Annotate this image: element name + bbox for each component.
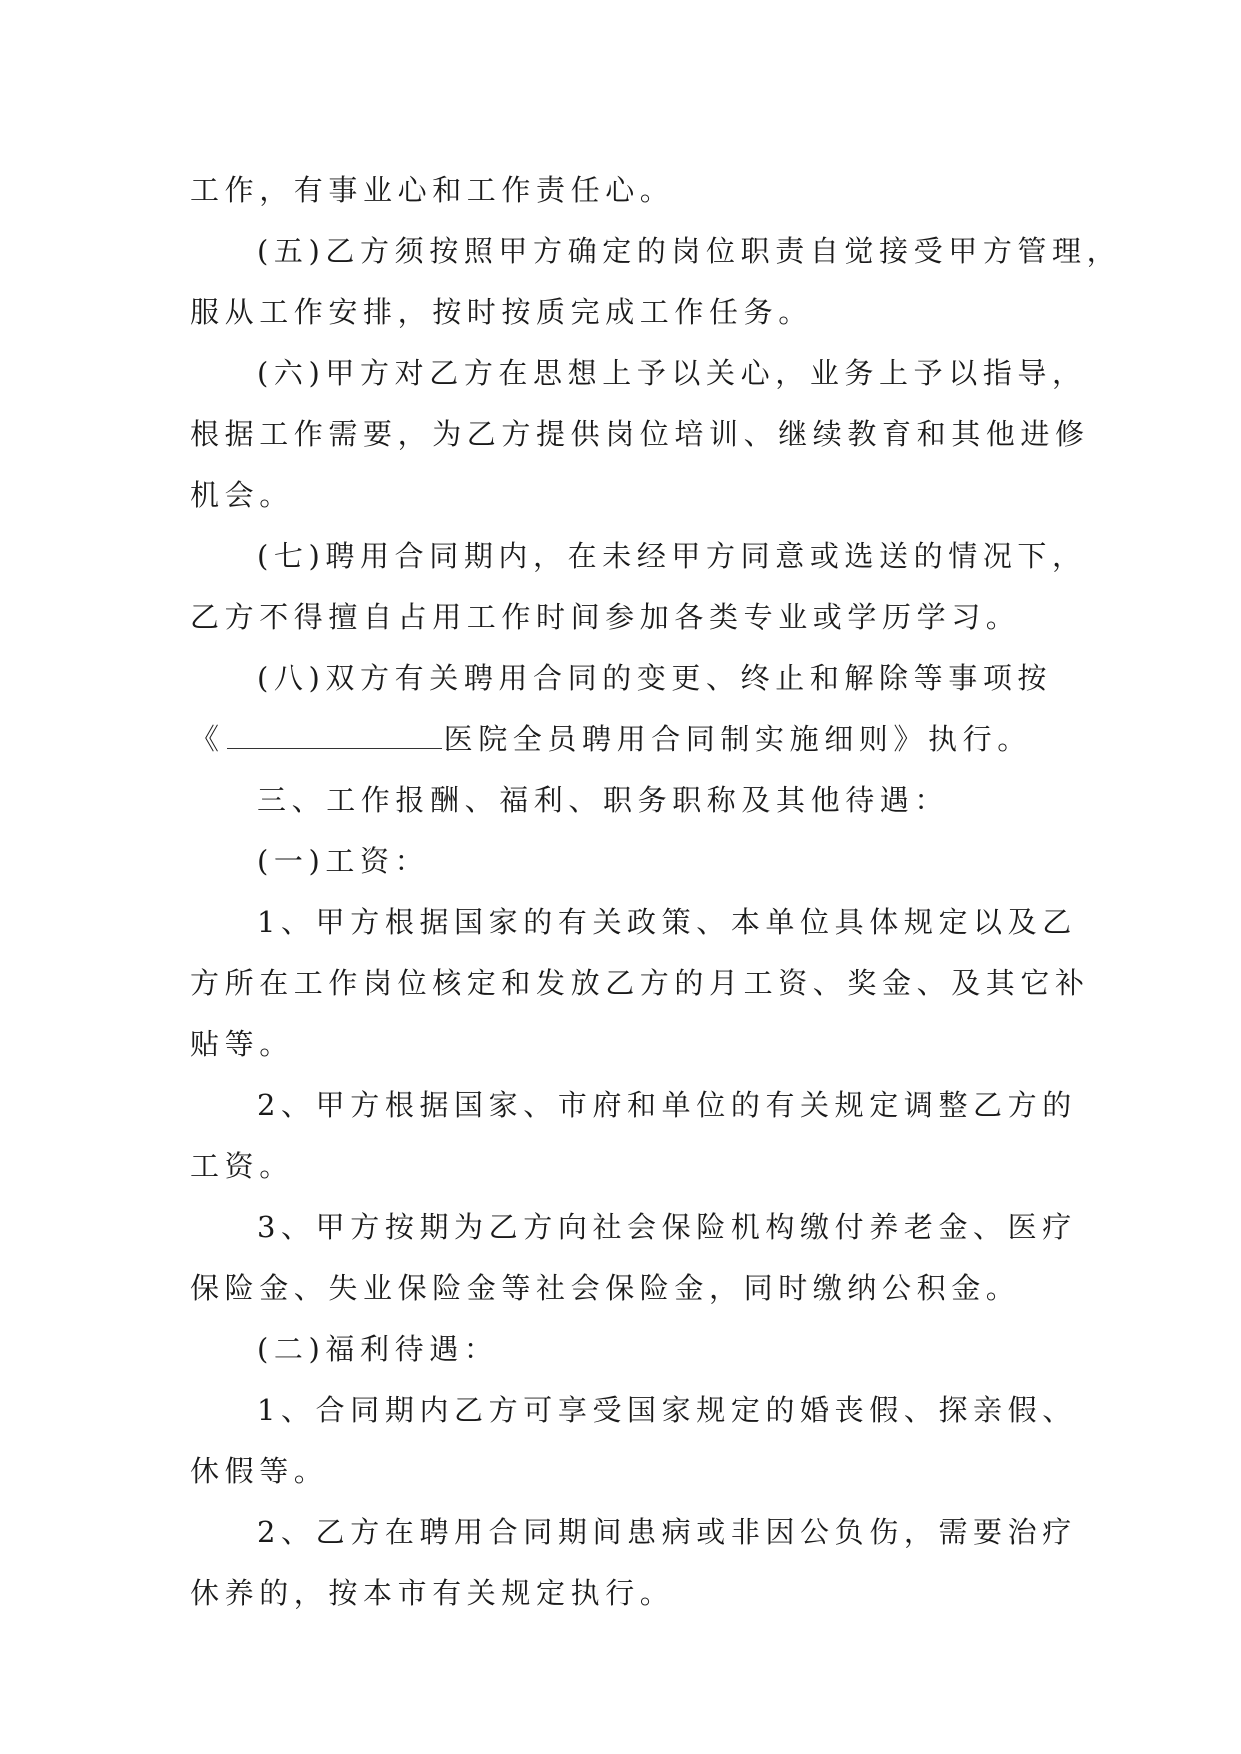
paragraph-7: (七)聘用合同期内，在未经甲方同意或选送的情况下， — [257, 539, 1087, 573]
text-line: 工作，有事业心和工作责任心。 — [190, 173, 675, 207]
text-line: 服从工作安排，按时按质完成工作任务。 — [190, 295, 813, 329]
subsection-salary: (一)工资： — [257, 844, 430, 878]
regulation-name: 医院全员聘用合同制实施细则》执行。 — [443, 722, 1032, 756]
open-quote: 《 — [190, 722, 225, 756]
text-line: 机会。 — [190, 478, 294, 512]
text-line: 休养的，按本市有关规定执行。 — [190, 1576, 675, 1610]
paragraph-8: (八)双方有关聘用合同的变更、终止和解除等事项按 — [257, 661, 1053, 695]
subsection-welfare: (二)福利待遇： — [257, 1332, 499, 1366]
document-body — [190, 160, 1122, 1624]
text-line: 休假等。 — [190, 1454, 329, 1488]
text-line: 乙方不得擅自占用工作时间参加各类专业或学历学习。 — [190, 600, 1021, 634]
text-line: 贴等。 — [190, 1027, 294, 1061]
paragraph-6: (六)甲方对乙方在思想上予以关心，业务上予以指导， — [257, 356, 1087, 390]
salary-item-1: 1、甲方根据国家的有关政策、本单位具体规定以及乙 — [257, 905, 1077, 939]
fill-in-blank — [227, 722, 442, 749]
text-line: 保险金、失业保险金等社会保险金，同时缴纳公积金。 — [190, 1271, 1021, 1305]
text-line: 方所在工作岗位核定和发放乙方的月工资、奖金、及其它补 — [190, 966, 1090, 1000]
paragraph-5: (五)乙方须按照甲方确定的岗位职责自觉接受甲方管理， — [257, 234, 1122, 268]
salary-item-2: 2、甲方根据国家、市府和单位的有关规定调整乙方的 — [257, 1088, 1077, 1122]
section-3-heading: 三、工作报酬、福利、职务职称及其他待遇： — [257, 783, 950, 817]
welfare-item-2: 2、乙方在聘用合同期间患病或非因公负伤，需要治疗 — [257, 1515, 1077, 1549]
text-line-with-blank — [190, 709, 1080, 770]
text-line: 工资。 — [190, 1149, 294, 1183]
text-line: 根据工作需要，为乙方提供岗位培训、继续教育和其他进修 — [190, 417, 1090, 451]
salary-item-3: 3、甲方按期为乙方向社会保险机构缴付养老金、医疗 — [257, 1210, 1077, 1244]
welfare-item-1: 1、合同期内乙方可享受国家规定的婚丧假、探亲假、 — [257, 1393, 1077, 1427]
